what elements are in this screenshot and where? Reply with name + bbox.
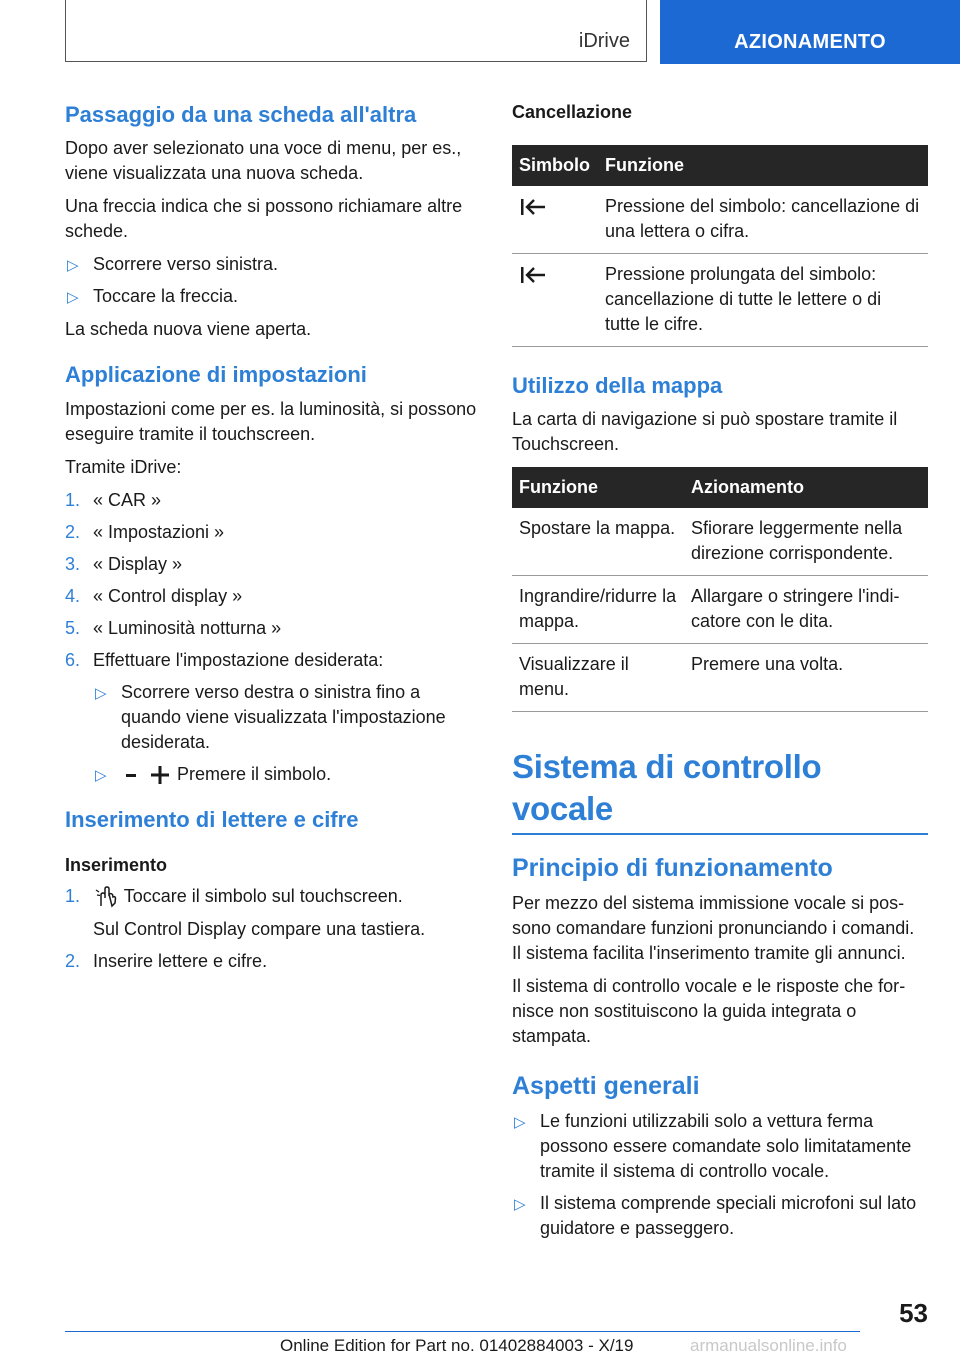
table-cell: Sfiorare leggermente nella direzione corrispondente. xyxy=(684,508,928,576)
list-item-text: Il sistema comprende speciali microfoni sul lato guidatore e passeggero. xyxy=(540,1192,917,1238)
step-note: Sul Control Display compare una tastiera. xyxy=(93,919,426,940)
list-item xyxy=(65,488,480,513)
paragraph: Per mezzo del sistema immissione vocale si possono comandare funzioni pronunciando i comandi. Il sistema facilita l'inserimento tramite gli annunci. xyxy=(512,892,915,963)
list-item xyxy=(65,648,480,787)
section-input-letters xyxy=(65,807,480,974)
plus-icon xyxy=(148,765,172,785)
table-row xyxy=(512,508,928,576)
bullet-list xyxy=(512,1109,928,1241)
list-item-text: Premere il simbolo. xyxy=(177,763,332,784)
cancel-table xyxy=(512,145,928,347)
step-text: « Luminosità notturna » xyxy=(93,617,282,638)
list-item xyxy=(65,252,480,277)
list-item-text: Toccare la freccia. xyxy=(93,286,239,307)
paragraph: Impostazioni come per es. la luminosità, si possono eseguire tramite il touchscreen. xyxy=(65,398,477,444)
step-number: 2. xyxy=(65,951,81,972)
triangle-right-icon: ▷ xyxy=(95,766,107,784)
step-text: « Display » xyxy=(93,553,183,574)
step-number: 4. xyxy=(65,585,81,606)
step-text: « Impostazioni » xyxy=(93,521,225,542)
list-item-text: Scorrere verso sinistra. xyxy=(93,254,279,275)
paragraph: Il sistema di controllo vocale e le risposte che fornisce non sostituiscono la guida integrata o stampata. xyxy=(512,975,906,1046)
step-text: Toccare il simbolo sul touchscreen. xyxy=(123,886,403,907)
triangle-right-icon: ▷ xyxy=(67,289,79,307)
step-number: 5. xyxy=(65,617,81,638)
section-title: Utilizzo della mappa xyxy=(512,373,723,398)
list-item xyxy=(65,552,480,577)
table-header-cell: Funzione xyxy=(512,467,684,508)
table-cell: Visualizzare il menu. xyxy=(512,644,684,712)
table-row xyxy=(512,254,928,347)
header-chapter-tab xyxy=(660,0,960,64)
paragraph: Una freccia indica che si possono richiamare altre schede. xyxy=(65,196,463,242)
bullet-list xyxy=(65,252,480,309)
step-number: 6. xyxy=(65,649,81,670)
table-header-row xyxy=(512,467,928,508)
paragraph: Dopo aver selezionato una voce di menu, per es., viene visualizzata una nuova scheda. xyxy=(65,138,462,184)
list-item xyxy=(65,949,480,974)
chapter-heading xyxy=(512,746,928,835)
section-title: Aspetti generali xyxy=(512,1071,700,1100)
list-item xyxy=(65,284,480,309)
table-row xyxy=(512,576,928,644)
step-number: 3. xyxy=(65,553,81,574)
table-cell: Allargare o stringere l'indicatore con le dita. xyxy=(684,576,928,644)
subsection-title: Cancellazione xyxy=(512,102,633,122)
step-text: Effettuare l'impostazione desiderata: xyxy=(93,649,384,670)
section-title: Applicazione di impostazioni xyxy=(65,362,367,388)
list-item xyxy=(93,762,480,787)
header-section-label: iDrive xyxy=(578,30,630,52)
table-header-cell: Simbolo xyxy=(512,145,598,186)
paragraph: La carta di navigazione si può spostare tramite il Touchscreen. xyxy=(512,409,898,455)
numbered-list xyxy=(65,884,480,974)
list-item xyxy=(512,1109,928,1184)
list-item xyxy=(93,680,480,755)
sub-bullet-list xyxy=(93,680,480,787)
table-header-row xyxy=(512,145,928,186)
paragraph: La scheda nuova viene aperta. xyxy=(65,319,312,340)
minus-icon xyxy=(121,767,143,783)
footer-watermark: armanualsonline.info xyxy=(690,1336,847,1355)
triangle-right-icon: ▷ xyxy=(514,1113,526,1131)
list-item xyxy=(65,884,480,942)
section-apply-settings xyxy=(65,362,480,786)
table-cell: Spostare la mappa. xyxy=(512,508,684,576)
table-cell: Pressione prolungata del simbolo: cancellazione di tutte le lettere o di tutte le cifre. xyxy=(598,254,928,347)
backspace-arrow-icon xyxy=(519,196,549,218)
right-column xyxy=(512,102,928,1249)
list-item xyxy=(65,584,480,609)
list-item-text: Scorrere verso destra o sinistra fino a quando viene visualizzata l'impostazione desiderata. xyxy=(121,681,446,752)
table-row xyxy=(512,644,928,712)
header-section-box xyxy=(65,0,647,62)
touch-hand-icon xyxy=(93,886,119,908)
section-title: Principio di funzionamento xyxy=(512,853,833,882)
table-cell: Premere una volta. xyxy=(684,644,928,712)
triangle-right-icon: ▷ xyxy=(67,257,79,275)
list-item xyxy=(512,1191,928,1241)
numbered-list xyxy=(65,488,480,787)
map-table xyxy=(512,467,928,712)
table-header-cell: Funzione xyxy=(598,145,928,186)
triangle-right-icon: ▷ xyxy=(514,1195,526,1213)
step-text: « Control display » xyxy=(93,585,243,606)
triangle-right-icon: ▷ xyxy=(95,684,107,702)
list-item-text: Le funzioni utilizzabili solo a vettura ferma possono essere comandate solo limitatamente tramite il sistema di controllo vocale. xyxy=(540,1110,912,1181)
left-column xyxy=(65,102,480,994)
list-item xyxy=(65,616,480,641)
page-number: 53 xyxy=(899,1298,928,1328)
table-cell: Ingrandire/ridurre la mappa. xyxy=(512,576,684,644)
step-text: « CAR » xyxy=(93,489,162,510)
step-number: 1. xyxy=(65,489,81,510)
table-header-cell: Azionamento xyxy=(684,467,928,508)
table-cell xyxy=(512,254,598,347)
step-number: 1. xyxy=(65,886,81,907)
section-switch-tabs xyxy=(65,102,480,342)
table-cell xyxy=(512,186,598,254)
table-row xyxy=(512,186,928,254)
paragraph: Tramite iDrive: xyxy=(65,456,182,477)
backspace-arrow-icon xyxy=(519,264,549,286)
subsection-title: Inserimento xyxy=(65,855,168,876)
header-chapter-label: AZIONAMENTO xyxy=(734,31,886,53)
footer-divider xyxy=(65,1331,860,1332)
section-title: Inserimento di lettere e cifre xyxy=(65,806,359,832)
list-item xyxy=(65,520,480,545)
footer-edition: Online Edition for Part no. 01402884003 - X/19 xyxy=(280,1336,634,1355)
chapter-title: Sistema di controllo vocale xyxy=(512,748,822,827)
step-text: Inserire lettere e cifre. xyxy=(93,951,268,972)
section-title: Passaggio da una scheda all'altra xyxy=(65,102,417,127)
step-number: 2. xyxy=(65,521,81,542)
table-cell: Pressione del simbolo: cancellazione di una lettera o cifra. xyxy=(598,186,928,254)
